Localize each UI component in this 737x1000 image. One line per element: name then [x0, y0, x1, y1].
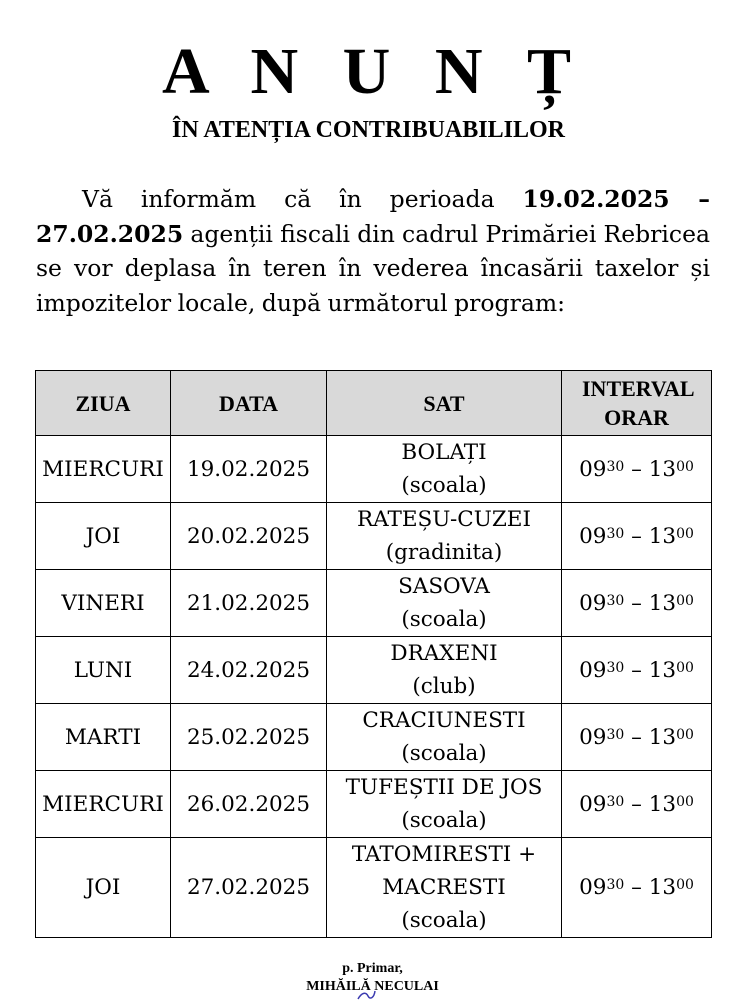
schedule-table [35, 370, 712, 938]
cell-ziua: VINERI [36, 570, 171, 637]
cell-sat [327, 838, 562, 938]
interval-separator: – [624, 456, 649, 482]
interval-start-hour: 09 [579, 456, 607, 482]
cell-interval [562, 570, 712, 637]
cell-data: 20.02.2025 [171, 503, 327, 570]
interval-start-hour: 09 [579, 590, 607, 616]
interval-start-hour: 09 [579, 724, 607, 750]
sat-line: TUFEȘTII DE JOS [345, 775, 543, 800]
header-data: DATA [171, 371, 327, 436]
sat-line: TATOMIRESTI + [351, 842, 537, 867]
interval-end-hour: 13 [648, 791, 677, 817]
interval-separator: – [624, 657, 649, 683]
intro-paragraph [36, 182, 710, 320]
sat-line: SASOVA [398, 574, 490, 599]
cell-interval [562, 704, 712, 771]
table-row [36, 838, 712, 938]
interval-end-hour: 13 [648, 456, 677, 482]
interval-end-hour: 13 [648, 523, 677, 549]
interval-separator: – [624, 523, 649, 549]
signature-role: p. Primar, [342, 961, 403, 976]
sat-line: (scoala) [401, 808, 487, 833]
interval-end-minute: 00 [676, 592, 694, 609]
interval-start-hour: 09 [579, 791, 607, 817]
intro-period: 19.02.2025 – 27.02.2025 [36, 185, 711, 248]
interval-start-hour: 09 [579, 523, 607, 549]
cell-sat [327, 503, 562, 570]
cell-interval [562, 838, 712, 938]
intro-text-end: agenții fiscali din cadrul Primăriei Rebricea se vor deplasa în teren în vederea încasării taxelor și impozitelor locale, după următorul program: [36, 219, 710, 317]
table-row [36, 771, 712, 838]
interval-end-minute: 00 [676, 659, 694, 676]
cell-data: 19.02.2025 [171, 436, 327, 503]
cell-sat [327, 570, 562, 637]
cell-sat [327, 637, 562, 704]
interval-start-minute: 30 [606, 525, 625, 542]
interval-start-minute: 30 [606, 726, 625, 743]
cell-ziua: JOI [36, 838, 171, 938]
interval-start-minute: 30 [606, 592, 625, 609]
table-row [36, 704, 712, 771]
cell-interval [562, 637, 712, 704]
interval-start-hour: 09 [579, 875, 607, 900]
cell-data: 24.02.2025 [171, 637, 327, 704]
header-interval: INTERVAL ORAR [562, 371, 712, 436]
interval-separator: – [624, 590, 649, 616]
interval-separator: – [624, 724, 649, 750]
interval-start-minute: 30 [606, 793, 625, 810]
sat-line: (scoala) [401, 908, 487, 933]
interval-end-minute: 00 [676, 458, 694, 475]
cell-interval [562, 436, 712, 503]
cell-ziua: JOI [36, 503, 171, 570]
interval-start-minute: 30 [606, 458, 625, 475]
cell-sat [327, 704, 562, 771]
intro-text-start: Vă informăm că în perioada [82, 185, 523, 213]
interval-end-hour: 13 [648, 724, 677, 750]
interval-end-hour: 13 [648, 657, 677, 683]
sat-line: (gradinita) [385, 540, 503, 565]
interval-start-minute: 30 [606, 877, 625, 893]
table-row [36, 570, 712, 637]
cell-ziua: LUNI [36, 637, 171, 704]
cell-data: 26.02.2025 [171, 771, 327, 838]
cell-ziua: MIERCURI [36, 771, 171, 838]
announcement-subtitle: ÎN ATENȚIA CONTRIBUABILILOR [172, 117, 565, 143]
interval-end-minute: 00 [676, 793, 694, 810]
sat-line: BOLAȚI [401, 440, 487, 465]
table-row [36, 503, 712, 570]
interval-end-minute: 00 [676, 525, 694, 542]
sat-line: CRACIUNESTI [362, 708, 526, 733]
table-row [36, 637, 712, 704]
interval-end-minute: 00 [676, 877, 694, 893]
cell-data: 25.02.2025 [171, 704, 327, 771]
table-row [36, 436, 712, 503]
interval-start-minute: 30 [606, 659, 625, 676]
sat-line: MACRESTI [382, 875, 506, 900]
header-ziua: ZIUA [36, 371, 171, 436]
schedule-body [36, 436, 712, 938]
interval-separator: – [624, 875, 649, 900]
announcement-title: A N U N Ț [161, 35, 586, 108]
cell-interval [562, 771, 712, 838]
interval-end-hour: 13 [648, 590, 677, 616]
signature-scribble-icon [356, 990, 376, 1000]
interval-start-hour: 09 [579, 657, 607, 683]
sat-line: DRAXENI [390, 641, 498, 666]
cell-interval [562, 503, 712, 570]
header-sat: SAT [327, 371, 562, 436]
sat-line: (scoala) [401, 473, 487, 498]
cell-ziua: MARTI [36, 704, 171, 771]
sat-line: (scoala) [401, 607, 487, 632]
interval-separator: – [624, 791, 649, 817]
sat-line: (scoala) [401, 741, 487, 766]
interval-end-minute: 00 [676, 726, 694, 743]
sat-line: RATEȘU-CUZEI [356, 507, 531, 532]
cell-ziua: MIERCURI [36, 436, 171, 503]
cell-sat [327, 436, 562, 503]
cell-data: 21.02.2025 [171, 570, 327, 637]
sat-line: (club) [412, 674, 476, 699]
table-header-row [36, 371, 712, 436]
cell-data: 27.02.2025 [171, 838, 327, 938]
signature-name: MIHĂILĂ NECULAI [306, 979, 439, 994]
cell-sat [327, 771, 562, 838]
interval-end-hour: 13 [648, 875, 677, 900]
